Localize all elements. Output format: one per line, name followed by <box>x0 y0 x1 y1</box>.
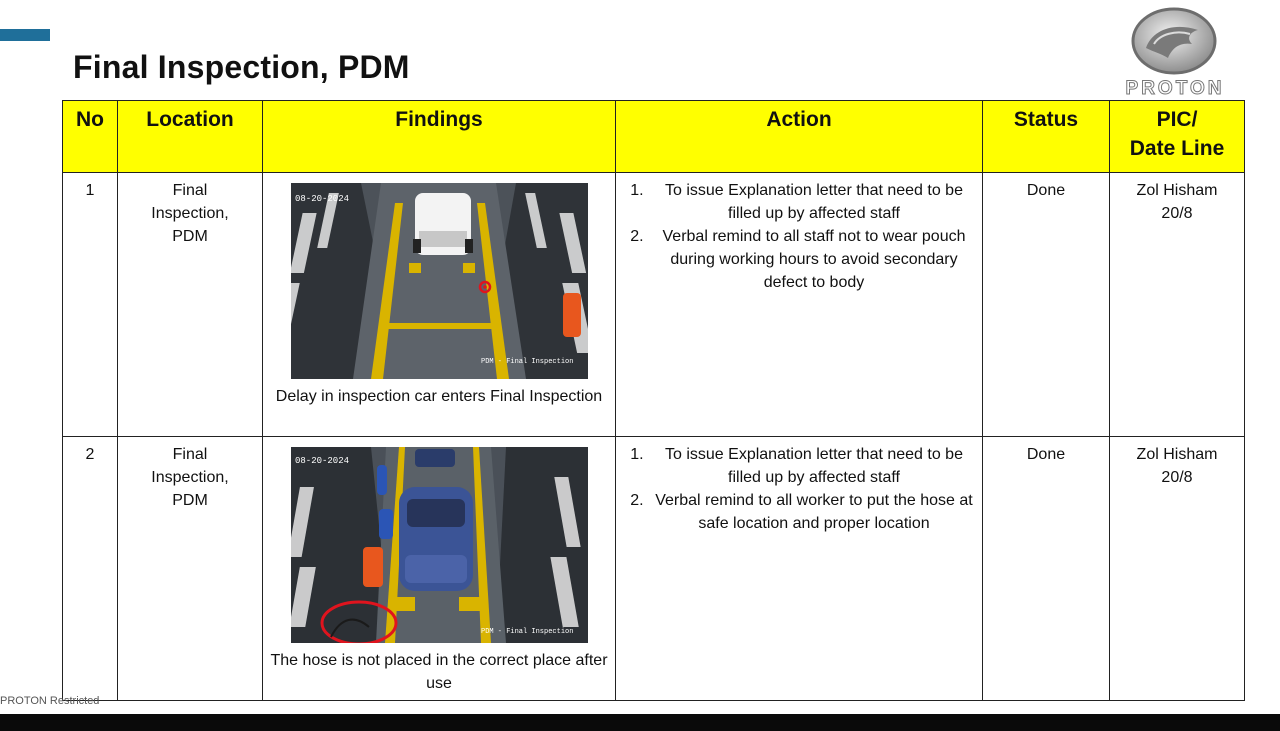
photo-overlay-label: PDM - Final Inspection <box>480 358 573 366</box>
logo-wordmark: PROTON <box>1125 78 1225 98</box>
finding-caption: The hose is not placed in the correct place after use <box>270 652 608 692</box>
header-pic <box>1110 101 1245 173</box>
location-line: Final <box>172 182 208 199</box>
inspection-table <box>62 100 1245 701</box>
location-line: PDM <box>172 492 208 509</box>
location-line: Inspection, <box>151 469 229 486</box>
finding-caption: Delay in inspection car enters Final Inspection <box>275 388 603 405</box>
row-pic <box>1110 437 1245 701</box>
photo-overlay-label: PDM - Final Inspection <box>480 628 573 636</box>
row-status: Done <box>983 437 1110 701</box>
finding-photo <box>291 447 588 643</box>
row-location <box>118 173 263 437</box>
finding-photo <box>291 183 588 379</box>
action-item: 2. Verbal remind to all staff not to wear pouch during working hours to avoid secondary defect to body <box>648 225 976 294</box>
row-pic <box>1110 173 1245 437</box>
header-no: No <box>63 101 118 173</box>
pic-name: Zol Hisham <box>1136 446 1218 463</box>
accent-bar <box>0 29 50 41</box>
header-pic-line2: Date Line <box>1129 137 1225 160</box>
location-line: PDM <box>172 228 208 245</box>
proton-logo <box>1094 4 1256 98</box>
location-line: Inspection, <box>151 205 229 222</box>
row-status: Done <box>983 173 1110 437</box>
action-list <box>622 179 976 294</box>
row-actions <box>616 173 983 437</box>
row-findings <box>263 173 616 437</box>
action-item: 1. To issue Explanation letter that need to be filled up by affected staff <box>648 443 976 489</box>
row-findings <box>263 437 616 701</box>
table-row <box>63 437 1245 701</box>
action-item: 1. To issue Explanation letter that need to be filled up by affected staff <box>648 179 976 225</box>
table-row <box>63 173 1245 437</box>
classification-label: PROTON Restricted <box>0 695 100 707</box>
row-location <box>118 437 263 701</box>
header-status: Status <box>983 101 1110 173</box>
header-findings: Findings <box>263 101 616 173</box>
header-pic-line1: PIC/ <box>1156 108 1198 131</box>
action-item: 2. Verbal remind to all worker to put the hose at safe location and proper location <box>648 489 976 535</box>
slide-title: Final Inspection, PDM <box>73 49 410 85</box>
location-line: Final <box>172 446 208 463</box>
action-list <box>622 443 976 535</box>
pic-date: 20/8 <box>1161 469 1193 486</box>
table-header-row <box>63 101 1245 173</box>
row-no: 1 <box>63 173 118 437</box>
row-no: 2 <box>63 437 118 701</box>
header-action: Action <box>616 101 983 173</box>
bottom-bar <box>0 714 1280 731</box>
photo-timestamp: 08-20-2024 <box>294 194 349 204</box>
pic-name: Zol Hisham <box>1136 182 1218 199</box>
row-actions <box>616 437 983 701</box>
photo-timestamp: 08-20-2024 <box>294 456 349 466</box>
header-location: Location <box>118 101 263 173</box>
pic-date: 20/8 <box>1161 205 1193 222</box>
